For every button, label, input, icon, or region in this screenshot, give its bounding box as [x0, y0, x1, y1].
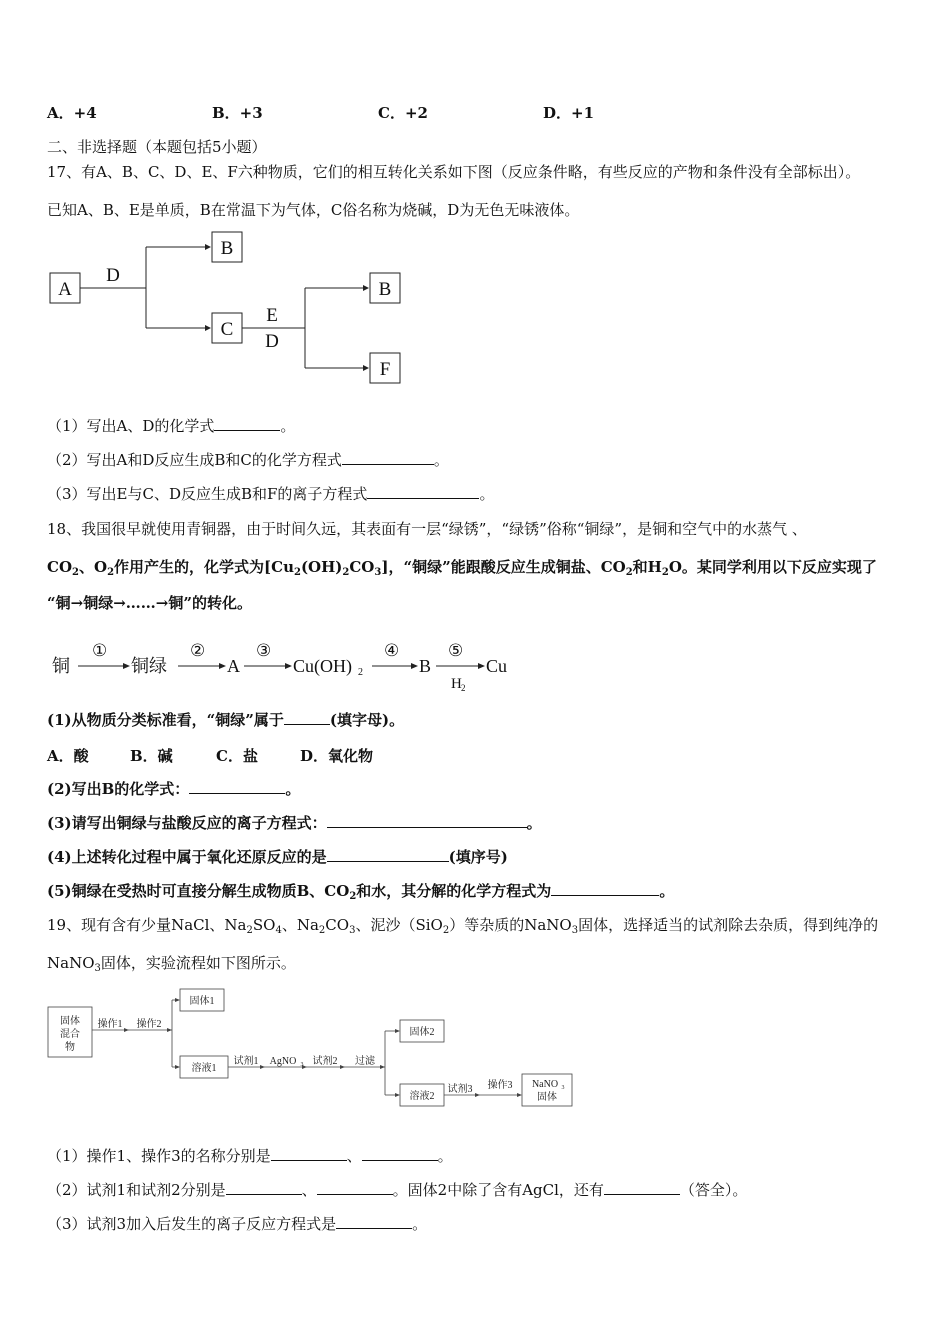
- period: 。: [479, 485, 495, 503]
- period: 。: [437, 1147, 453, 1165]
- t: (1)从物质分类标准看，“铜绿”属于: [47, 711, 284, 729]
- answer-blank[interactable]: [317, 1180, 393, 1195]
- t: （1）操作1、操作3的名称分别是: [47, 1147, 271, 1165]
- period: 。: [285, 780, 301, 798]
- t: 、: [346, 1147, 362, 1165]
- answer-blank[interactable]: [226, 1180, 302, 1195]
- subscript: 2: [246, 925, 253, 936]
- answer-blank[interactable]: [271, 1146, 347, 1161]
- t: CO: [47, 558, 73, 576]
- label-e: E: [266, 305, 278, 326]
- answer-blank[interactable]: [551, 881, 659, 896]
- label-d-2: D: [265, 331, 279, 352]
- q17-sub-2-text: （2）写出A和D反应生成B和C的化学方程式: [47, 451, 342, 469]
- subscript: 2: [107, 567, 115, 578]
- t: （2）试剂1和试剂2分别是: [47, 1181, 226, 1199]
- flow-op3: 操作3: [487, 1080, 513, 1091]
- chain-cuoh2: Cu(OH): [293, 656, 352, 676]
- subscript: 4: [275, 925, 282, 936]
- step-5-h2: H: [451, 676, 462, 692]
- t: 作用产生的，化学式为[Cu: [114, 558, 294, 576]
- q18-option-a: A．酸: [47, 747, 89, 765]
- box-a: A: [58, 279, 72, 300]
- subscript: 2: [293, 567, 301, 578]
- t: ）等杂质的NaNO: [449, 916, 572, 934]
- t: 、泥沙（SiO: [355, 916, 443, 934]
- chain-verdigris: 铜绿: [131, 656, 167, 676]
- q17-stem-2: 已知A、B、E是单质，B在常温下为气体，C俗名称为烧碱，D为无色无味液体。: [47, 201, 580, 219]
- answer-blank[interactable]: [327, 813, 527, 828]
- subscript: 2: [442, 925, 450, 936]
- flow-reagent3: 试剂3: [447, 1084, 473, 1095]
- step-2: ②: [190, 641, 206, 660]
- label-d-1: D: [106, 265, 120, 286]
- q18-line-2: [47, 557, 877, 577]
- period: 。: [659, 882, 675, 900]
- period: 。: [526, 814, 542, 832]
- flow-reagent2: 试剂2: [312, 1056, 338, 1067]
- t: NaNO: [47, 954, 95, 972]
- t: 固体，选择适当的试剂除去杂质，得到纯净的: [578, 916, 879, 934]
- flow-mix-3: 物: [65, 1042, 75, 1053]
- q17-sub-2: [47, 450, 449, 470]
- answer-blank[interactable]: [342, 450, 434, 465]
- t: 。固体2中除了含有AgCl，还有: [392, 1181, 604, 1199]
- q18-option-b: B．碱: [130, 747, 173, 765]
- box-b-top: B: [220, 238, 234, 259]
- step-5-h2-sub: 2: [461, 683, 466, 692]
- subscript: 3: [349, 925, 356, 936]
- answer-blank[interactable]: [362, 1146, 438, 1161]
- t: (4)上述转化过程中属于氧化还原反应的是: [47, 848, 327, 866]
- q19-sub-2: [47, 1180, 747, 1200]
- box-c: C: [220, 319, 234, 340]
- period: 。: [280, 417, 296, 435]
- flow-sol2: 溶液2: [409, 1091, 435, 1102]
- flow-agno3-sub: 3: [300, 1062, 304, 1068]
- q18-part-5: [47, 881, 674, 901]
- subscript: 3: [94, 963, 101, 974]
- subscript: 2: [342, 567, 350, 578]
- step-5: ⑤: [448, 641, 464, 660]
- subscript: 2: [349, 891, 357, 902]
- q17-sub-3: [47, 484, 494, 504]
- q17-diagram: [0, 225, 420, 390]
- subscript: 2: [625, 567, 633, 578]
- answer-blank[interactable]: [189, 779, 285, 794]
- q18-part-3: [47, 813, 542, 833]
- t: (2)写出B的化学式：: [47, 780, 190, 798]
- t: 、: [301, 1181, 317, 1199]
- t: (填序号): [448, 848, 508, 866]
- t: ]，“铜绿”能跟酸反应生成铜盐、CO: [381, 558, 626, 576]
- q18-chain-diagram: [0, 630, 540, 692]
- q18-option-c: C．盐: [216, 747, 258, 765]
- q17-sub-1-text: （1）写出A、D的化学式: [47, 417, 215, 435]
- chain-cuoh2-sub: 2: [358, 667, 363, 678]
- t: 、O: [78, 558, 108, 576]
- q17-sub-1: [47, 416, 295, 436]
- q18-part-4: [47, 847, 508, 867]
- flow-solid1: 固体1: [189, 996, 215, 1007]
- flow-op2: 操作2: [136, 1019, 162, 1030]
- flow-mix-2: 混合: [60, 1029, 80, 1040]
- t: O。某同学利用以下反应实现了: [668, 558, 877, 576]
- t: CO: [349, 558, 375, 576]
- q18-line-1: 18、我国很早就使用青铜器，由于时间久远，其表面有一层“绿锈”，“绿锈”俗称“铜绿”，是铜和空气中的水蒸气 、: [47, 520, 807, 538]
- q18-option-d: D．氧化物: [300, 747, 374, 765]
- t: 和H: [632, 558, 662, 576]
- answer-blank[interactable]: [367, 484, 479, 499]
- subscript: 2: [661, 567, 669, 578]
- step-1: ①: [92, 641, 108, 660]
- q17-stem-1: 17、有A、B、C、D、E、F六种物质，它们的相互转化关系如下图（反应条件略，有些反应的产物和条件没有全部标出）。: [47, 163, 861, 181]
- answer-blank[interactable]: [336, 1214, 412, 1229]
- t: (5)铜绿在受热时可直接分解生成物质B、CO: [47, 882, 350, 900]
- flow-op1: 操作1: [97, 1019, 123, 1030]
- t: (OH): [300, 558, 343, 576]
- answer-blank[interactable]: [214, 416, 280, 431]
- flow-nano3-sub: 3: [561, 1085, 565, 1091]
- q18-part-1: [47, 710, 404, 730]
- t: SO: [252, 916, 276, 934]
- chain-copper: 铜: [52, 656, 70, 676]
- chain-cu: Cu: [486, 656, 508, 676]
- q19-line-2: [47, 953, 296, 973]
- t: CO: [325, 916, 350, 934]
- t: 19、现有含有少量NaCl、Na: [47, 916, 247, 934]
- t: 和水，其分解的化学方程式为: [356, 882, 552, 900]
- flow-mix-1: 固体: [60, 1016, 80, 1027]
- option-b: B．+3: [212, 104, 263, 122]
- section-title: 二、非选择题（本题包括5小题）: [47, 138, 267, 156]
- option-c: C．+2: [378, 104, 428, 122]
- answer-blank[interactable]: [604, 1180, 680, 1195]
- subscript: 3: [571, 925, 579, 936]
- t: （答全）。: [679, 1181, 748, 1199]
- flow-solid2: 固体2: [409, 1027, 435, 1038]
- t: (填字母)。: [329, 711, 405, 729]
- q18-line-3: “铜→铜绿→……→铜”的转化。: [47, 594, 252, 612]
- t: (3)请写出铜绿与盐酸反应的离子方程式：: [47, 814, 327, 832]
- t: 固体，实验流程如下图所示。: [100, 954, 296, 972]
- flow-sol1: 溶液1: [191, 1063, 217, 1074]
- flow-nano3-solid: 固体: [537, 1092, 557, 1103]
- step-4: ④: [384, 641, 400, 660]
- q19-flow-diagram: [0, 984, 590, 1112]
- q19-sub-3: [47, 1214, 427, 1234]
- box-f: F: [379, 359, 391, 380]
- subscript: 3: [374, 567, 382, 578]
- box-b-right: B: [378, 279, 392, 300]
- option-d: D．+1: [543, 104, 595, 122]
- t: （3）试剂3加入后发生的离子反应方程式是: [47, 1215, 337, 1233]
- flow-filter: 过滤: [355, 1056, 375, 1067]
- q19-line-1: [47, 915, 878, 935]
- t: 、Na: [281, 916, 319, 934]
- answer-blank[interactable]: [284, 710, 330, 725]
- q19-sub-1: [47, 1146, 453, 1166]
- period: 。: [433, 451, 449, 469]
- option-a: A．+4: [47, 104, 97, 122]
- subscript: 2: [318, 925, 326, 936]
- step-3: ③: [256, 641, 272, 660]
- q17-sub-3-text: （3）写出E与C、D反应生成B和F的离子方程式: [47, 485, 368, 503]
- period: 。: [412, 1215, 428, 1233]
- answer-blank[interactable]: [327, 847, 449, 862]
- chain-b: B: [419, 656, 432, 676]
- flow-nano3: NaNO: [531, 1079, 559, 1090]
- flow-agno3: AgNO: [269, 1056, 297, 1067]
- q18-part-2: [47, 779, 300, 799]
- flow-reagent1: 试剂1: [233, 1056, 259, 1067]
- subscript: 2: [72, 567, 79, 578]
- chain-a: A: [227, 656, 240, 676]
